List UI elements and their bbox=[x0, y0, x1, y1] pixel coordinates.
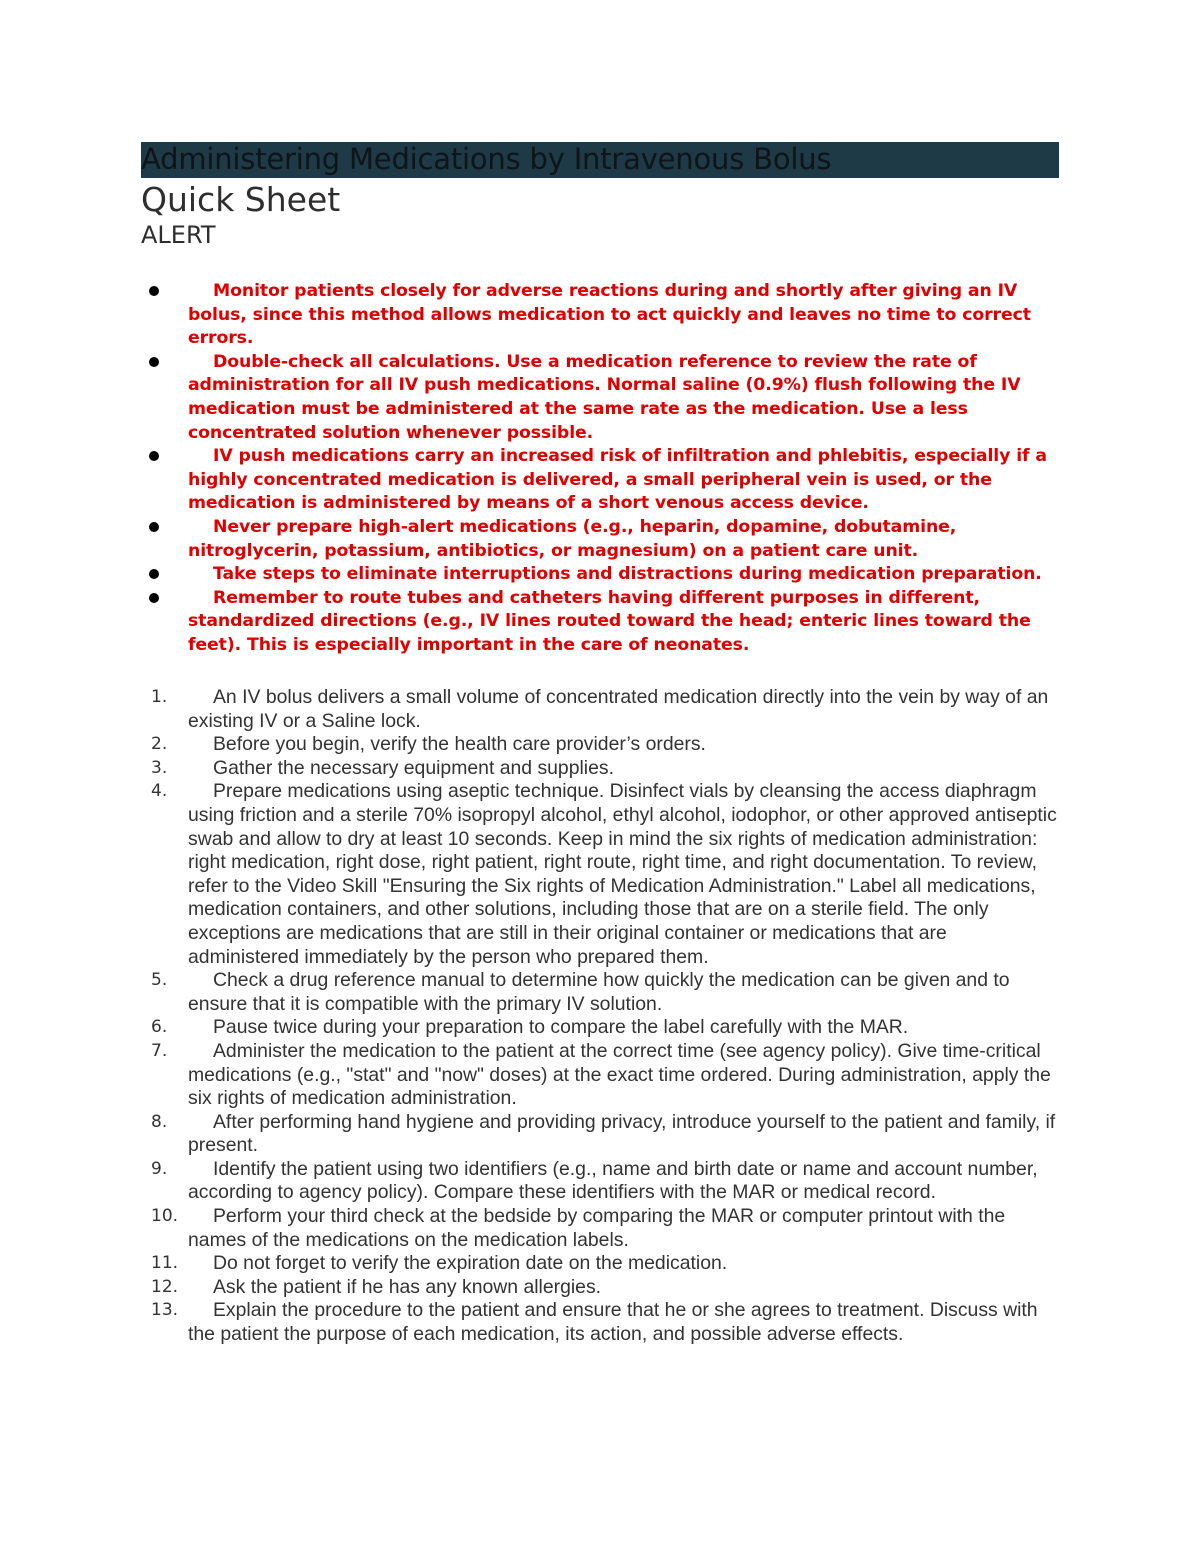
step-text: Administer the medication to the patient at the correct time (see agency policy). Give time-critical medications (e.g., "stat" and "now" doses) at the exact time ordered. During administration, apply the six rights of medication administration. bbox=[188, 1039, 1051, 1110]
step-text: Prepare medications using aseptic technique. Disinfect vials by cleansing the access diaphragm using friction and a sterile 70% isopropyl alcohol, ethyl alcohol, iodophor, or other approved antiseptic swab and allow to dry at least 10 seconds. Keep in mind the six rights of medication administration: right medication, right dose, right patient, right route, right time, and right documentation. To review, refer to the Video Skill "Ensuring the Six rights of Medication Administration." Label all medications, medication containers, and other solutions, including those that are on a sterile field. The only exceptions are medications that are still in their original container or medications that are administered immediately by the person who prepared them. bbox=[188, 780, 1057, 968]
alert-list bbox=[141, 280, 1071, 658]
step-item bbox=[141, 1016, 1061, 1040]
step-number: 12. bbox=[151, 1276, 179, 1297]
alert-item bbox=[141, 280, 1071, 351]
bullet-icon bbox=[149, 451, 159, 461]
step-item bbox=[141, 1276, 1061, 1300]
alert-item bbox=[141, 351, 1071, 445]
alert-text: IV push medications carry an increased risk of infiltration and phlebitis, especially if a highly concentrated medication is delivered, a small peripheral vein is used, or the medication is administered by means of a short venous access device. bbox=[188, 446, 1047, 514]
step-text: An IV bolus delivers a small volume of concentrated medication directly into the vein by way of an existing IV or a Saline lock. bbox=[188, 686, 1049, 732]
procedure-steps-list bbox=[141, 686, 1061, 1347]
step-text: Ask the patient if he has any known allergies. bbox=[213, 1275, 602, 1298]
step-text: Do not forget to verify the expiration date on the medication. bbox=[213, 1252, 728, 1275]
step-text: After performing hand hygiene and providing privacy, introduce yourself to the patient and family, if present. bbox=[188, 1110, 1056, 1157]
step-item bbox=[141, 733, 1061, 757]
alert-text: Monitor patients closely for adverse reactions during and shortly after giving an IV bolus, since this method allows medication to act quickly and leaves no time to correct errors. bbox=[188, 281, 1031, 349]
alert-item bbox=[141, 587, 1071, 658]
step-number: 7. bbox=[151, 1040, 168, 1061]
step-number: 3. bbox=[151, 757, 168, 778]
document-subtitle: Quick Sheet bbox=[141, 180, 341, 219]
step-text: Perform your third check at the bedside by comparing the MAR or computer printout with the names of the medications on the medication labels. bbox=[188, 1205, 1006, 1251]
alert-text: Never prepare high-alert medications (e.g., heparin, dopamine, dobutamine, nitroglycerin, potassium, antibiotics, or magnesium) on a patient care unit. bbox=[188, 516, 957, 561]
step-number: 13. bbox=[151, 1300, 179, 1321]
step-text: Gather the necessary equipment and supplies. bbox=[213, 756, 614, 779]
step-number: 6. bbox=[151, 1017, 168, 1038]
step-text: Before you begin, verify the health care provider’s orders. bbox=[213, 733, 706, 756]
alert-item bbox=[141, 563, 1071, 587]
step-item bbox=[141, 757, 1061, 781]
step-text: Identify the patient using two identifiers (e.g., name and birth date or name and account number, according to agency policy). Compare these identifiers with the MAR or medical record. bbox=[188, 1157, 1038, 1204]
step-number: 8. bbox=[151, 1111, 168, 1132]
alert-section-heading: ALERT bbox=[141, 221, 216, 249]
step-number: 2. bbox=[151, 734, 168, 755]
step-item bbox=[141, 780, 1061, 969]
alert-text: Double-check all calculations. Use a medication reference to review the rate of administration for all IV push medications. Normal saline (0.9%) flush following the IV medication must be administered at the same rate as the medication. Use a less concentrated solution whenever possible. bbox=[188, 351, 1021, 443]
step-number: 1. bbox=[151, 687, 168, 707]
step-item bbox=[141, 1252, 1061, 1276]
step-number: 5. bbox=[151, 970, 168, 991]
alert-text: Remember to route tubes and catheters having different purposes in different, standardized directions (e.g., IV lines routed toward the head; enteric lines toward the feet). This is especially important in the care of neonates. bbox=[188, 587, 1031, 655]
document-title: Administering Medications by Intravenous Bolus bbox=[141, 142, 832, 176]
step-item bbox=[141, 1299, 1061, 1346]
step-item bbox=[141, 1158, 1061, 1205]
bullet-icon bbox=[149, 522, 159, 532]
step-number: 11. bbox=[151, 1253, 179, 1274]
step-item bbox=[141, 1205, 1061, 1252]
alert-item bbox=[141, 445, 1071, 516]
step-item bbox=[141, 1040, 1061, 1111]
step-number: 10. bbox=[151, 1206, 179, 1227]
bullet-icon bbox=[149, 357, 159, 367]
step-text: Check a drug reference manual to determine how quickly the medication can be given and to ensure that it is compatible with the primary IV solution. bbox=[188, 969, 1010, 1015]
bullet-icon bbox=[149, 569, 159, 579]
step-text: Explain the procedure to the patient and ensure that he or she agrees to treatment. Discuss with the patient the purpose of each medication, its action, and possible adverse effects. bbox=[188, 1299, 1038, 1346]
step-item bbox=[141, 1111, 1061, 1158]
alert-text: Take steps to eliminate interruptions and distractions during medication preparation. bbox=[213, 564, 1042, 585]
bullet-icon bbox=[149, 593, 159, 603]
step-item bbox=[141, 969, 1061, 1016]
step-text: Pause twice during your preparation to compare the label carefully with the MAR. bbox=[213, 1016, 909, 1039]
bullet-icon bbox=[149, 286, 159, 296]
step-number: 9. bbox=[151, 1158, 168, 1179]
step-item bbox=[141, 686, 1061, 733]
alert-item bbox=[141, 516, 1071, 563]
step-number: 4. bbox=[151, 781, 168, 802]
